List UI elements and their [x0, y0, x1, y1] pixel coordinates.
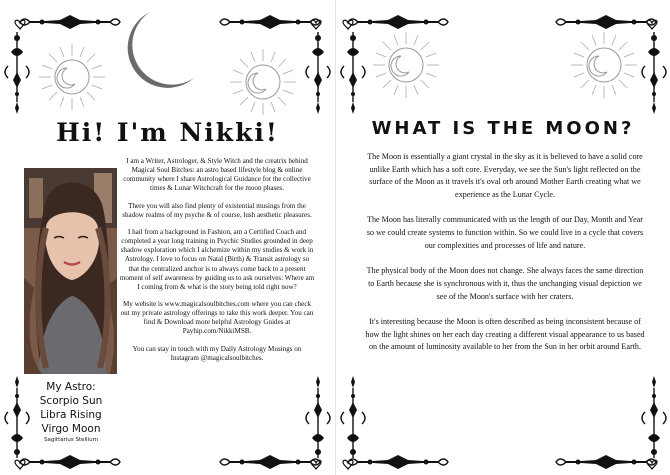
ornament-divider-icon	[556, 15, 656, 29]
bio-paragraph: My website is www.magicalsoulbitches.com where you can check out my private astrology offerings to take this work deeper. You can find & Download more helpful Astrology Guides at Payhip.com/NikkiMSB.	[120, 300, 314, 336]
sunburst-moon-icon	[373, 32, 439, 98]
bio-paragraph: You can stay in touch with my Daily Astrology Musings on Instagram @magicalsoulbitches.	[132, 344, 302, 362]
bio-text	[119, 157, 315, 371]
ornament-divider-icon	[20, 15, 120, 29]
portrait-photo	[24, 168, 117, 374]
article-paragraph: The Moon is essentially a giant crystal in the sky as it is believed to have a solid core unlike Earth which has a soft core. Everyday, we see the Sun's light reflected on the surface of the Moon as it travels it's oval orb around Mother Earth creating what we experience as the Lunar Cycle.	[367, 152, 643, 200]
page-title: Hi! I'm Nikki!	[56, 118, 279, 147]
pendant-ornament-icon	[341, 32, 365, 114]
ornament-divider-icon	[556, 455, 656, 469]
ornament-divider-icon	[20, 455, 120, 469]
sunburst-moon-icon	[230, 49, 296, 115]
bio-paragraph: I am a Writer, Astrologer, & Style Witch and the creatrix behind Magical Soul Bitches: an astro based lifestyle blog & online community where I share Astrological Guidance for the collective times & Lunar Witchcraft for the moon phases.	[123, 157, 311, 193]
ornament-divider-icon	[348, 455, 448, 469]
sunburst-moon-icon	[39, 44, 105, 110]
pendant-ornament-icon	[306, 376, 330, 458]
pendant-ornament-icon	[5, 32, 29, 114]
pendant-ornament-icon	[642, 376, 666, 458]
ornament-divider-icon	[220, 15, 320, 29]
bio-paragraph: There you will also find plenty of existential musings from the shadow realms of my psyche & of course, lush aesthetic pleasures.	[122, 201, 312, 219]
pendant-ornament-icon	[642, 32, 666, 114]
astro-stellium: Sagittarius Stellium	[44, 437, 98, 443]
article-paragraph: It's interesting because the Moon is often described as being inconsistent because of how the light shines on her each day creating a different visual appearance to us based on the amount of luminosity available to her from the Sun in her orbit around Earth.	[365, 316, 645, 352]
bio-paragraph: I hail from a background in Fashion, am a Certified Coach and completed a year long training in Psychic Studies grounded in deep shadow exploration which I alchemize within my studies & work in Astrology. I love to focus on Natal (Birth) & Transit astrology so that the centralized anchor is to always come back to a present moment of self awareness by guiding us to ask ourselves: Where am I coming from & what is the story being told right now?	[119, 228, 315, 291]
crescent-moon-icon	[486, 8, 526, 56]
ornament-divider-icon	[348, 15, 448, 29]
astro-moon: Virgo Moon	[41, 423, 101, 435]
pendant-ornament-icon	[341, 376, 365, 458]
article-paragraph: The physical body of the Moon does not change. She always faces the same direction to Earth because she is synchronous with it, thus the unchanging visual depiction we see of the Moon's surface with her craters.	[366, 266, 644, 301]
astro-rising: Libra Rising	[40, 409, 102, 421]
crescent-moon-icon	[128, 12, 194, 88]
pendant-ornament-icon	[306, 32, 330, 114]
astro-sun: Scorpio Sun	[39, 395, 103, 407]
astro-summary	[22, 380, 120, 444]
right-page	[336, 0, 670, 475]
astro-heading: My Astro:	[46, 381, 96, 393]
article-paragraph: The Moon has literally communicated with us the length of our Day, Month and Year so we could create systems to function within. So we could live in a cycle that covers our complexities and processes of life and nature.	[366, 215, 644, 250]
ornament-divider-icon	[220, 455, 320, 469]
page-title: WHAT IS THE MOON?	[371, 118, 635, 139]
moon-article	[364, 151, 646, 367]
sunburst-moon-icon	[571, 32, 637, 98]
